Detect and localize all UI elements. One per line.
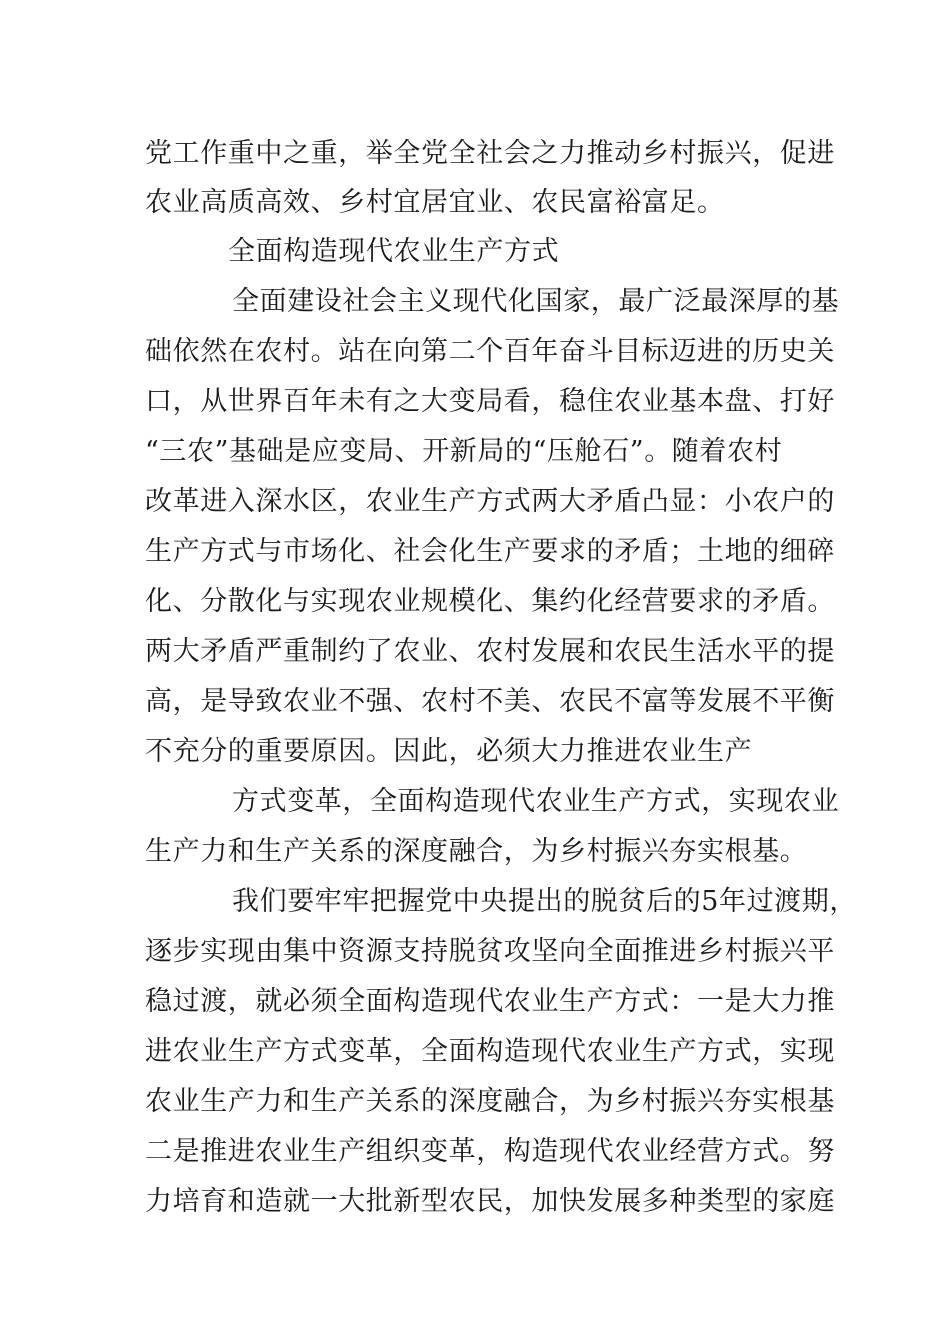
text-line: 农业高质高效、乡村宜居宜业、农民富裕富足。 <box>145 187 725 218</box>
text-line: 改革进入深水区，农业生产方式两大矛盾凸显：小农户的 <box>145 486 835 517</box>
text-line: 高，是导致农业不强、农村不美、农民不富等发展不平衡 <box>145 686 835 717</box>
text-line: 我们要牢牢把握党中央提出的脱贫后的5年过渡期， <box>232 886 857 917</box>
text-line: “三农”基础是应变局、开新局的“压舱石”。随着农村 <box>145 436 783 467</box>
text-line: 力培育和造就一大批新型农民，加快发展多种类型的家庭 <box>145 1186 835 1217</box>
text-line: 不充分的重要原因。因此，必须大力推进农业生产 <box>145 736 753 767</box>
text-line: 农业生产力和生产关系的深度融合，为乡村振兴夯实根基 <box>145 1086 835 1117</box>
section-heading: 全面构造现代农业生产方式 <box>228 236 560 267</box>
text-line: 生产方式与市场化、社会化生产要求的矛盾；土地的细碎 <box>145 536 835 567</box>
text-line: 二是推进农业生产组织变革，构造现代农业经营方式。努 <box>145 1136 835 1167</box>
text-line: 稳过渡，就必须全面构造现代农业生产方式：一是大力推 <box>145 986 835 1017</box>
text-line: 口，从世界百年未有之大变局看，稳住农业基本盘、打好 <box>145 386 835 417</box>
text-line: 进农业生产方式变革，全面构造现代农业生产方式，实现 <box>145 1036 835 1067</box>
text-line: 全面建设社会主义现代化国家，最广泛最深厚的基 <box>232 286 840 317</box>
text-line: 两大矛盾严重制约了农业、农村发展和农民生活水平的提 <box>145 636 835 667</box>
text-line: 础依然在农村。站在向第二个百年奋斗目标迈进的历史关 <box>145 336 835 367</box>
text-line: 化、分散化与实现农业规模化、集约化经营要求的矛盾。 <box>145 586 835 617</box>
text-line: 生产力和生产关系的深度融合，为乡村振兴夯实根基。 <box>145 836 808 867</box>
text-line: 方式变革，全面构造现代农业生产方式，实现农业 <box>232 786 840 817</box>
text-line: 逐步实现由集中资源支持脱贫攻坚向全面推进乡村振兴平 <box>145 936 835 967</box>
text-line: 党工作重中之重，举全党全社会之力推动乡村振兴，促进 <box>145 138 835 169</box>
